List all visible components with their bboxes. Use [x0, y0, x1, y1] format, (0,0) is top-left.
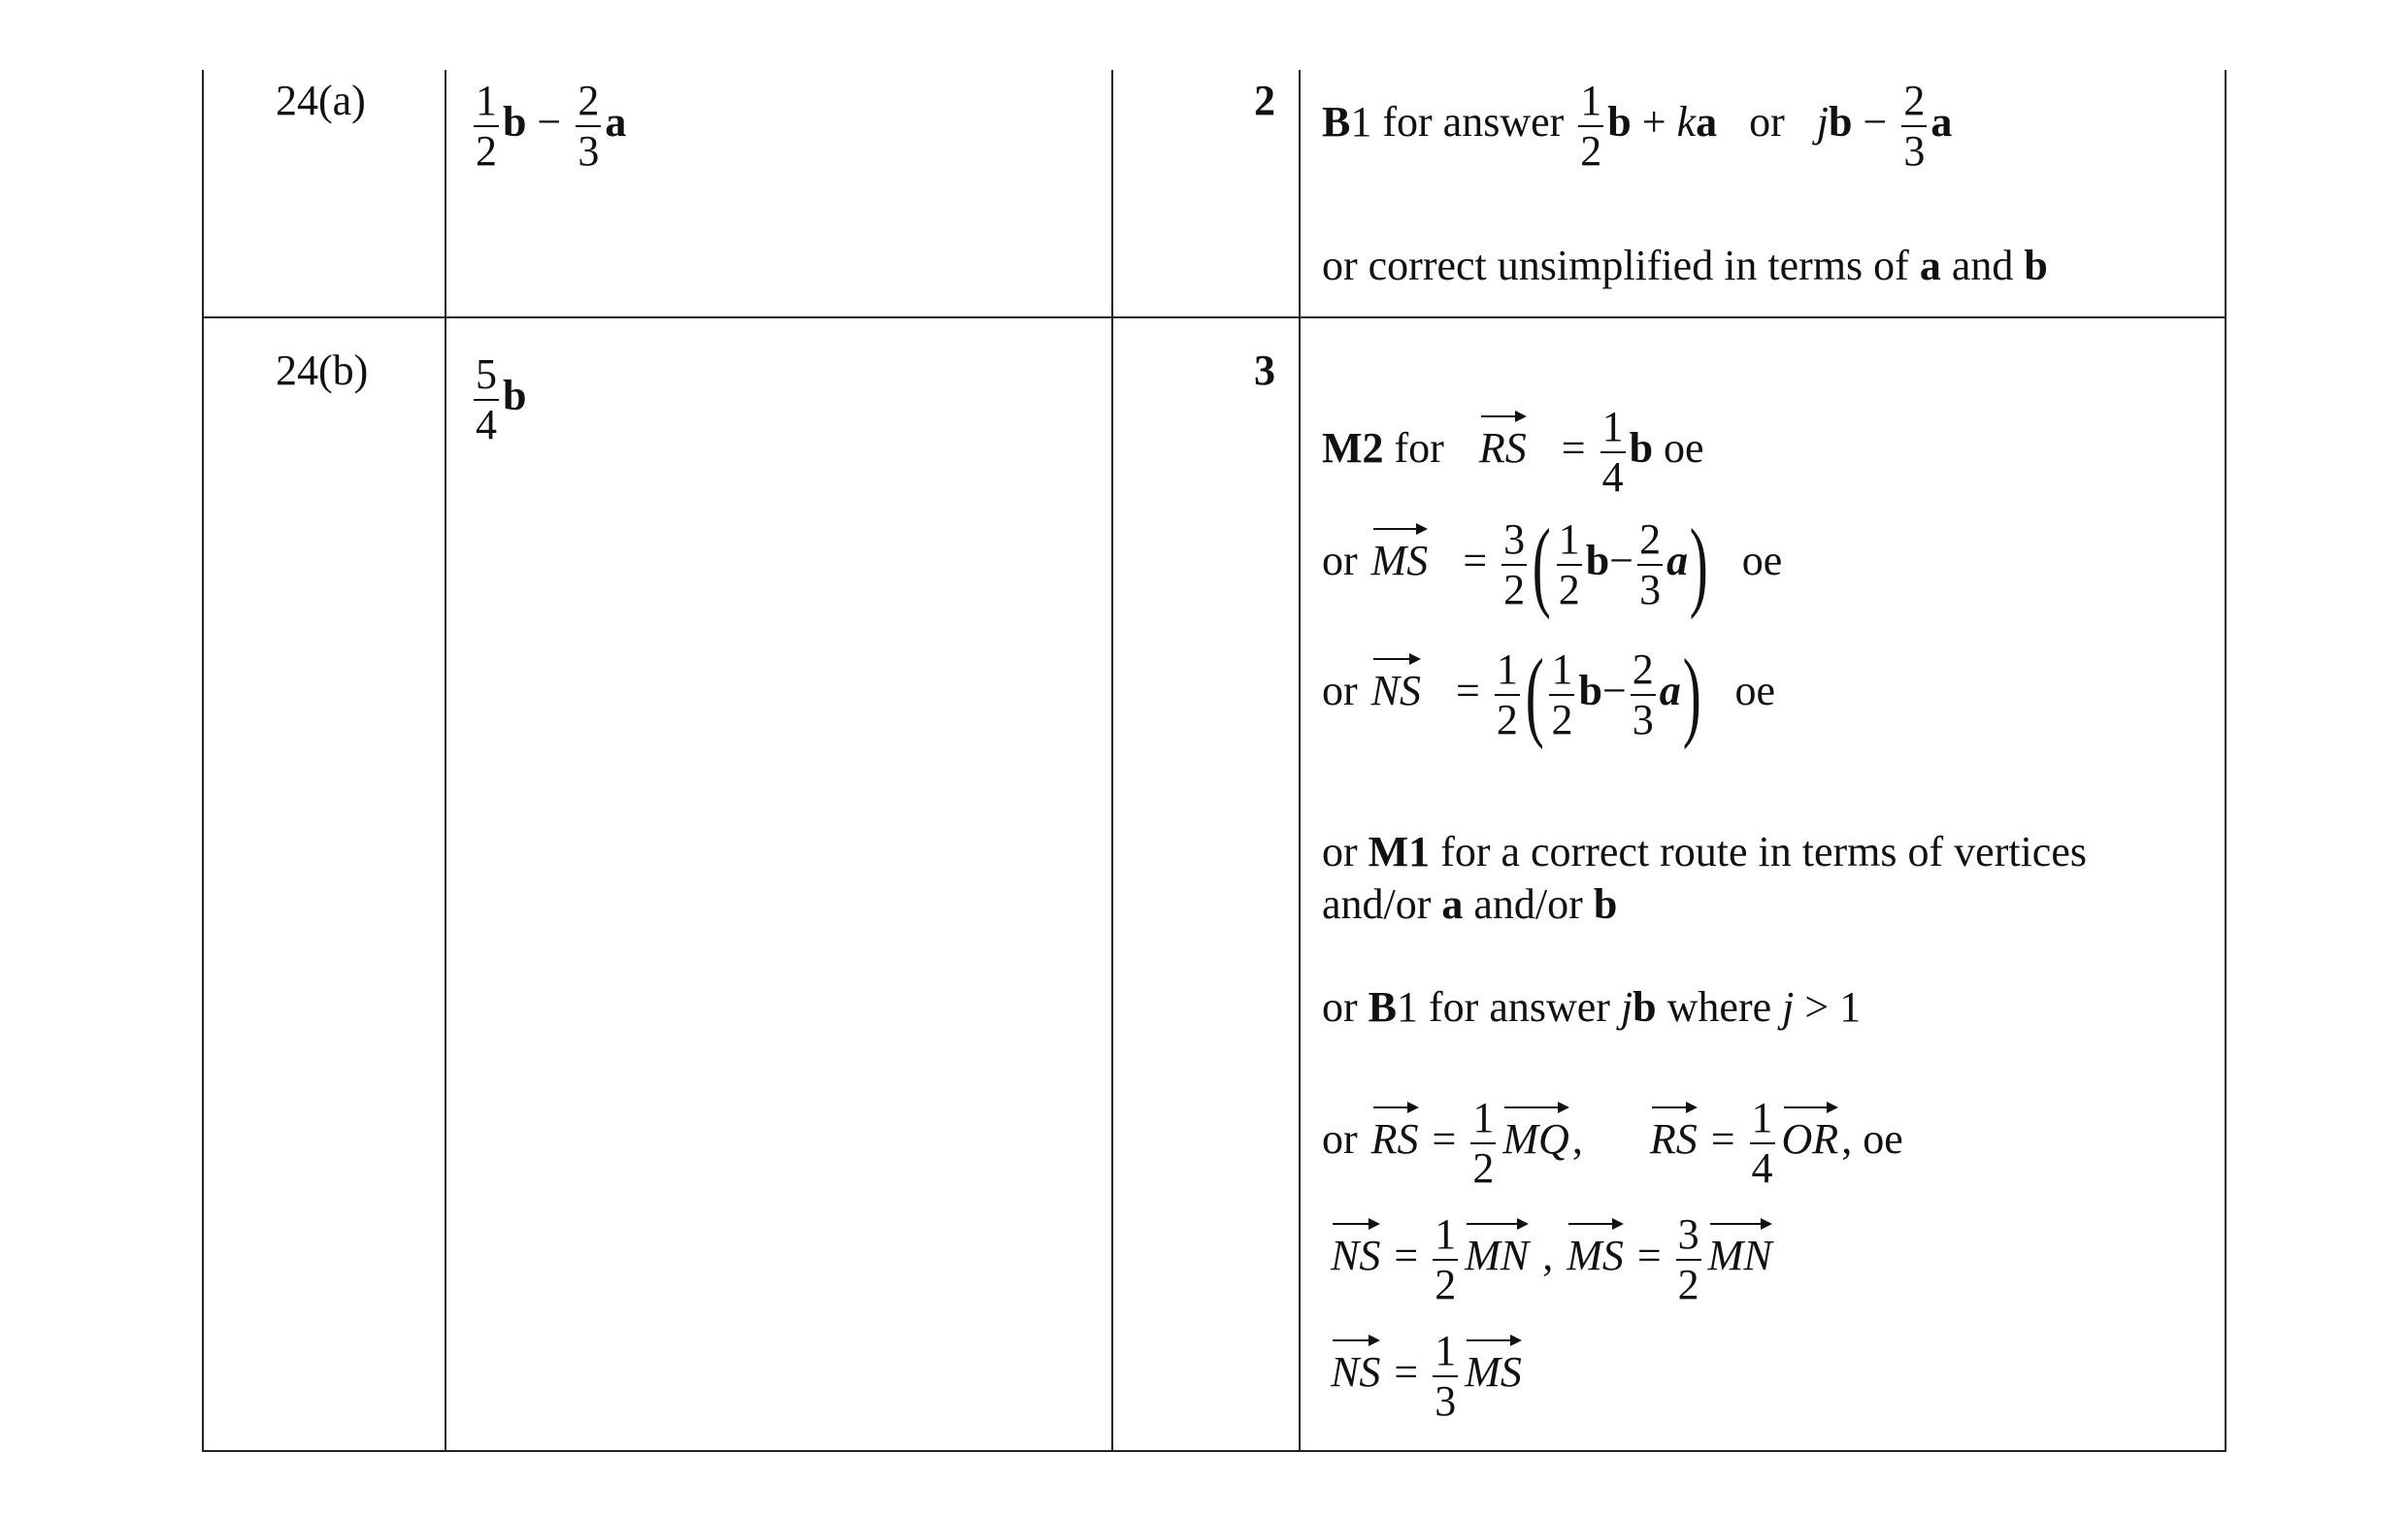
fraction: $\frac{5}{4}$ [476, 350, 497, 448]
marks-value: 2 [1254, 77, 1275, 124]
guidance-line: M2 for RS = $\frac{1}{4}$ b oe [1322, 403, 1704, 501]
column-divider-2 [1111, 70, 1113, 1452]
marks-value: 3 [1254, 346, 1275, 394]
table-left-border-top [202, 70, 204, 318]
vector: MS [1465, 1336, 1522, 1397]
guidance-line: or B1 for answer jb where j > 1 [1322, 983, 1862, 1031]
column-divider-1 [445, 70, 446, 1452]
vector: MN [1708, 1219, 1772, 1280]
vector: NS [1371, 654, 1421, 715]
guidance-line: NS = $\frac{1}{2}$ MN , MS = $\frac{3}{2}$ MN [1331, 1210, 1772, 1308]
table-left-border [202, 316, 204, 1452]
table-right-border [2225, 70, 2227, 1452]
vector: MS [1371, 524, 1429, 585]
guidance-line: or M1 for a correct route in terms of vertices [1322, 828, 2087, 875]
table-bottom-border [202, 1450, 2227, 1452]
vector: RS [1371, 1103, 1419, 1164]
guidance-line: or correct unsimplified in terms of a and b [1322, 242, 2048, 289]
guidance-line: and/or a and/or b [1322, 880, 1618, 928]
answer-cell: $\frac{5}{4}$ b [476, 350, 527, 448]
vector: MS [1567, 1219, 1624, 1280]
answer-cell: $\frac{1}{2}$ b − $\frac{2}{3}$ a [476, 77, 627, 175]
guidance-line: B1 for answer $\frac{1}{2}$ b + ka or jb − $\frac{2}{3}$ a [1322, 77, 1953, 175]
question-number: 24(a) [276, 77, 366, 124]
vector: NS [1331, 1219, 1380, 1280]
vector: MN [1465, 1219, 1529, 1280]
question-number: 24(b) [276, 346, 369, 394]
fraction: $\frac{1}{2}$ [476, 77, 497, 175]
vector: RS [1479, 412, 1527, 473]
row-divider [202, 316, 2227, 318]
guidance-line: or RS = $\frac{1}{2}$ MQ, RS = $\frac{1}{4}$ OR, oe [1322, 1094, 1903, 1192]
guidance-line: or NS = $\frac{1}{2}$ ( $\frac{1}{2}$ b− $\frac{2}{3}$ a) oe [1322, 639, 1775, 750]
guidance-line: or MS = $\frac{3}{2}$ ( $\frac{1}{2}$ b− $\frac{2}{3}$ a) oe [1322, 509, 1783, 620]
vector: MQ [1502, 1103, 1568, 1164]
guidance-line: NS = $\frac{1}{3}$ MS [1331, 1327, 1522, 1425]
vector: OR [1782, 1103, 1839, 1164]
fraction: $\frac{2}{3}$ [577, 77, 600, 175]
vector: NS [1331, 1336, 1380, 1397]
vector: RS [1650, 1103, 1698, 1164]
column-divider-3 [1299, 70, 1301, 1452]
